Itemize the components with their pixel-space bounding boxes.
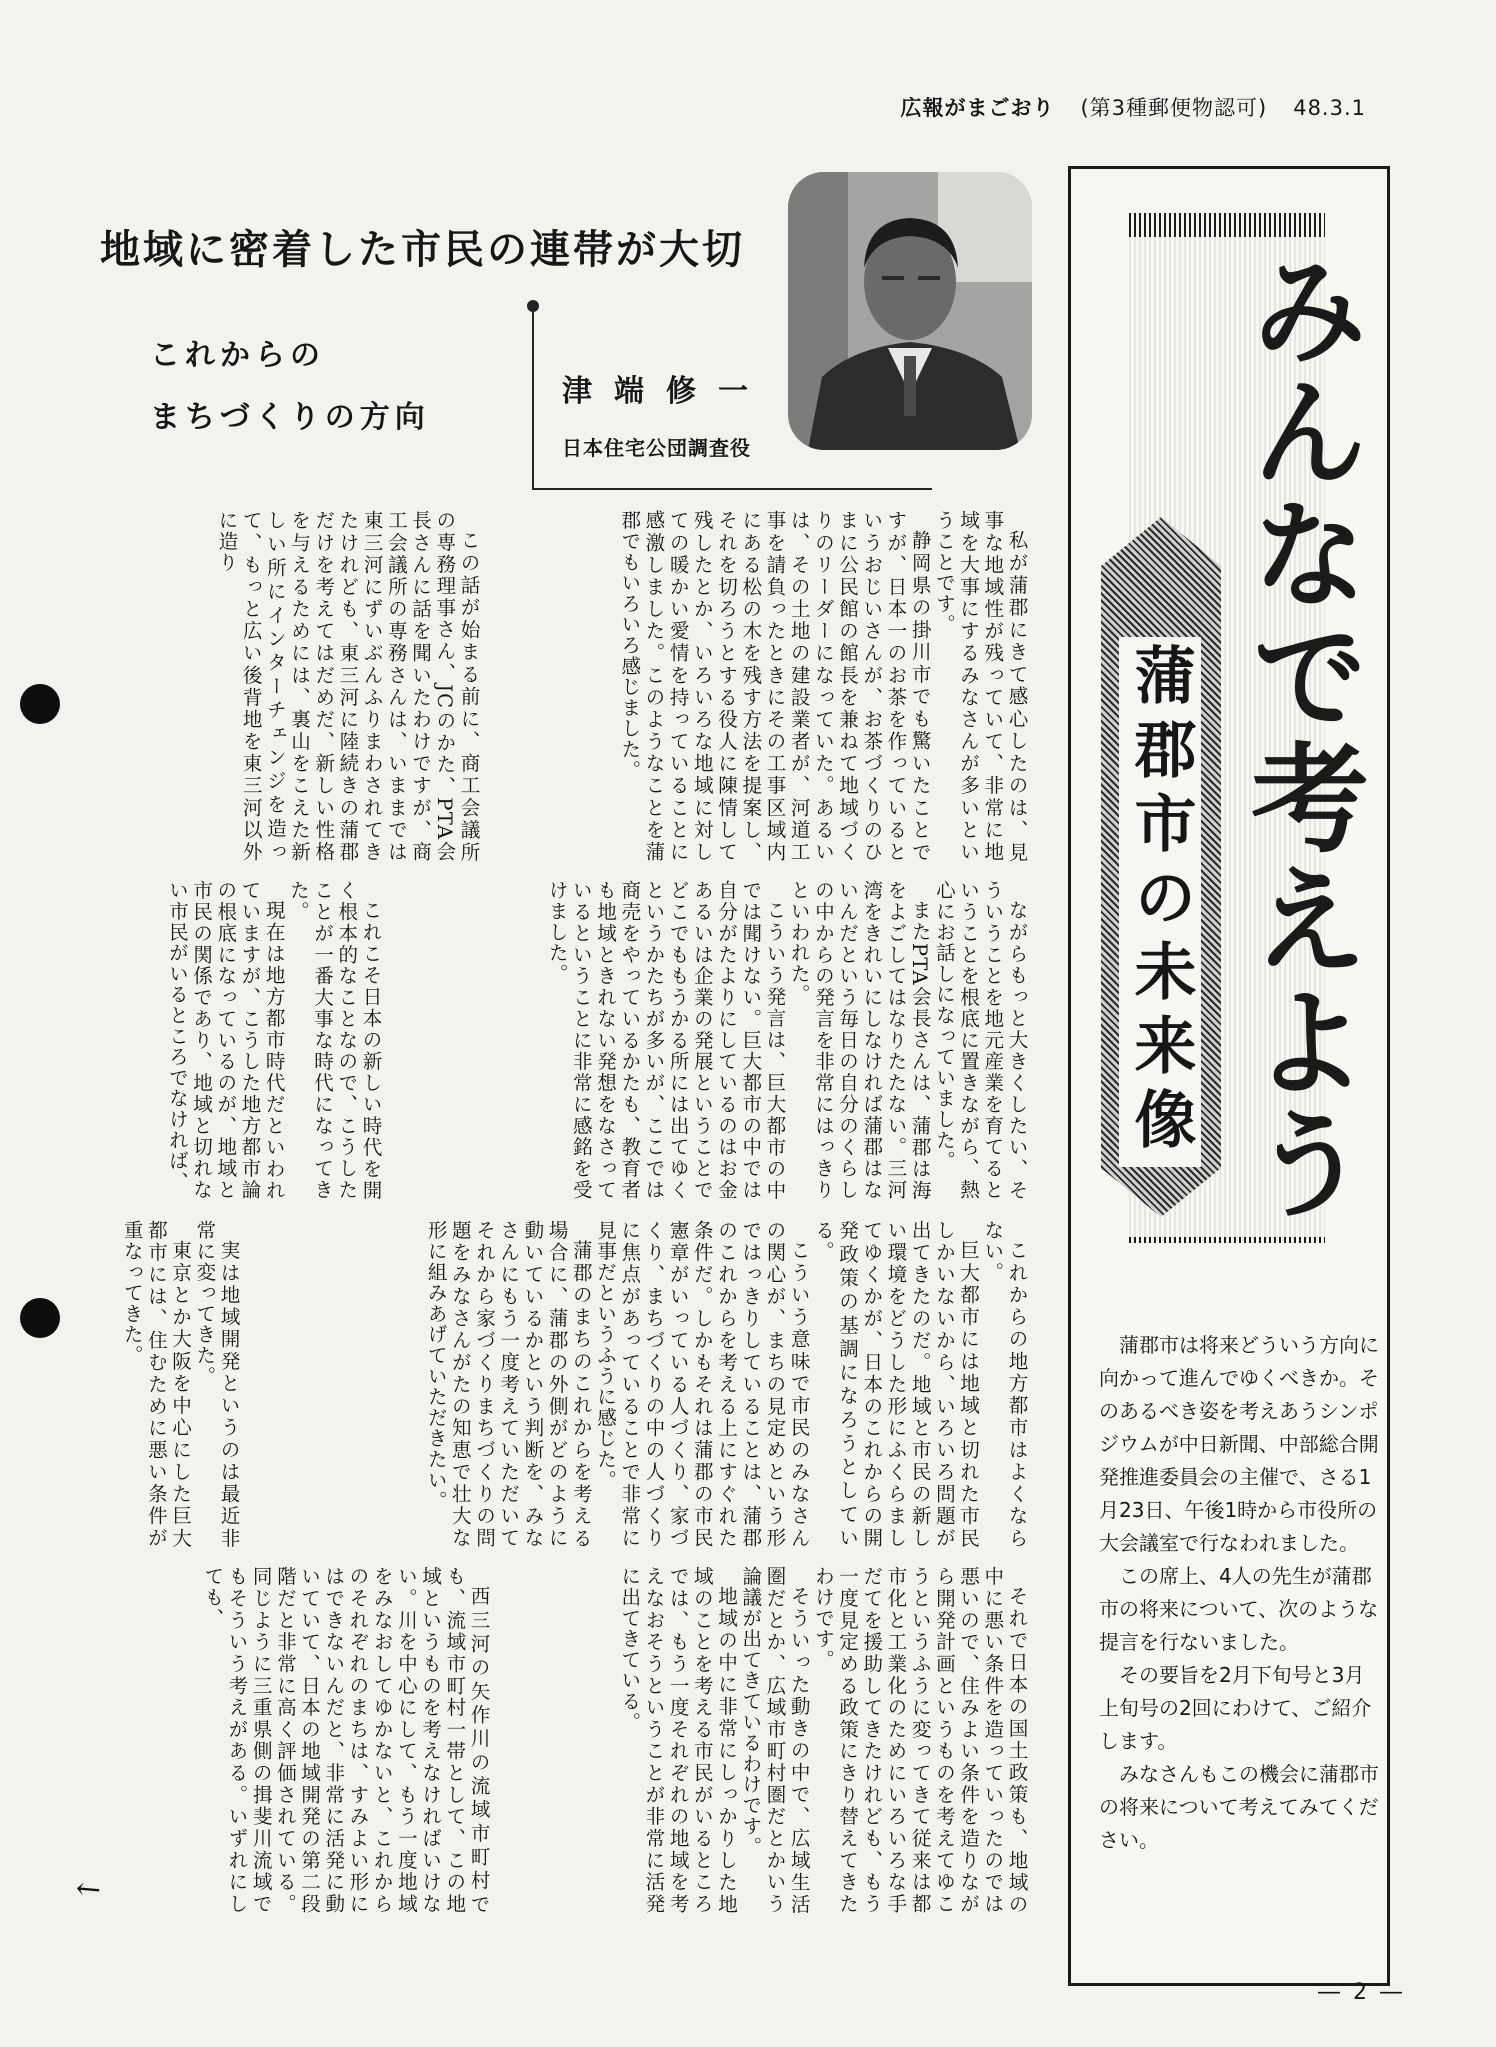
body-paragraph: 蒲郡のまちのこれからを考える場合に、蒲郡の外側がどのように動いているかという判断を、みなさんにもう一度考えていただいてそれから家づくりまちづくりの問題をみなさんがたの知恵で壮大な形に組みあげていただきたい。	[424, 1220, 593, 1548]
body-column-row3-a	[246, 1220, 1028, 1548]
body-paragraph: これからの地方都市はよくならない。	[980, 1220, 1028, 1548]
body-column-row4-a	[496, 1566, 1028, 1914]
body-column-row2-a	[388, 880, 1028, 1200]
body-column-row1-a	[486, 510, 1028, 862]
body-paragraph: ながらもっと大きくしたい、そういうことを地元産業を育てるということを根底に置きながら、熱心にお話しになっていました。	[932, 880, 1028, 1200]
intro-paragraph: みなさんもこの機会に蒲郡市の将来について考えてみてください。	[1099, 1762, 1379, 1852]
postal-note: (第3種郵便物認可)	[1080, 96, 1268, 120]
body-paragraph: 東京とか大阪を中心にした巨大都市には、住むために悪い条件が重なってきた。	[120, 1220, 192, 1548]
article-subtitle-line2: まちづくりの方向	[150, 400, 430, 435]
body-paragraph: 巨大都市には地域と切れた市民しかいないから、いろいろ問題が出てきたのだ。地域と市民の新しい環境をどうした形にふくらましてゆくかが、日本のこれからの開発政策の基調になろうとしている。	[811, 1220, 980, 1548]
publication-name: 広報がまごおり	[900, 96, 1055, 120]
body-paragraph: またPTA会長さんは、蒲郡は海をよごしてはなりたたない。三河湾をきれいにしなければ蒲郡はないんだという毎日の自分のくらしの中からの発言を非常にはっきりといわれた。	[787, 880, 932, 1200]
body-column-row4-b	[78, 1566, 490, 1914]
body-paragraph: こういう発言は、巨大都市の中では聞けない。巨大都市の中では自分がたよりにしているのはお金あるいは企業の発展ということでどこでももうかる所には出てゆくというかたちが多いが、ここでは商売をやっているかたも、教育者も地域ときれない発想をなさっているということに非常に感銘を受けました。	[545, 880, 786, 1200]
body-paragraph: この話が始まる前に、商工会議所の専務理事さん、JCのかた、PTA会長さんに話を聞いたわけですが、商工会議所の専務さんは、いままでは東三河にずいぶんふりまわされてきたけれども、東三河に陸続きの蒲郡だけを考えてはだめだ、新しい性格を与えるためには、裏山をこえた新しい所にインターチェンジを造って、もっと広い後背地を東三河以外に造り	[214, 510, 480, 862]
body-paragraph: 西三河の矢作川の流域市町村でも、流域市町村一帯として、この地域というものを考えなければいけない。川を中心にして、もう一度地域をみなおしてゆかないと、これからのそれぞれのまちは、すみよい形にはできないんだと、非常に活発に動いていて、日本の地域開発の第二段階だと非常に高く評価されている。同じように三重県側の揖斐川流域でもそういう考えがある。いずれにしても、	[200, 1566, 490, 1914]
issue-date: 48.3.1	[1293, 96, 1366, 120]
body-paragraph: そういった動きの中で、広域生活圏だとか、広域市町村圏だとかいう論議が出てきているわけです。	[738, 1566, 811, 1914]
body-paragraph: これこそ日本の新しい時代を開く根本的なことなので、こうしたことが一番大事な時代になってきた。	[286, 880, 382, 1200]
binder-hole	[20, 684, 60, 724]
intro-paragraph: その要旨を2月下旬号と3月上旬号の2回にわけて、ご紹介します。	[1099, 1663, 1372, 1753]
sidebar-main-title: みんなで考えよう	[1095, 237, 1359, 1237]
body-paragraph: それで日本の国土政策も、地域の中に悪い条件を造っていったのでは悪いので、住みよい条件を造りながら開発計画というものを考えてゆこうというふうに変ってきて従来は都市化と工業化のためにいろいろな手だてを援助してきたけれども、もう一度見定める政策にきり替えてきたわけです。	[811, 1566, 1028, 1914]
body-column-row1-b	[78, 510, 480, 862]
intro-paragraph: この席上、4人の先生が蒲郡市の将来について、次のような提言を行ないました。	[1099, 1564, 1379, 1654]
continue-arrow-icon: ↖	[67, 1868, 110, 1911]
bullet-dot	[527, 300, 539, 312]
author-photo	[788, 172, 1032, 450]
intro-paragraph: 蒲郡市は将来どういう方向に向かって進んでゆくべきか。そのあるべき姿を考えあうシンポジウムが中日新聞、中部総合開発推進委員会の主催で、さる1月23日、午後1時から市役所の大会議室で行なわれました。	[1099, 1333, 1379, 1555]
body-paragraph: 現在は地方都市時代だといわれていますが、こうした地方都市論の根底になっているのが、地域と市民の関係であり、地域と切れない市民がいるところでなければ、	[165, 880, 286, 1200]
feature-sidebar	[1068, 166, 1390, 1986]
sidebar-intro	[1099, 1329, 1379, 1857]
author-role: 日本住宅公団調査役	[562, 436, 751, 460]
body-paragraph: 地域の中に非常にしっかりした地域のことを考える市民がいるところでは、もう一度それぞれの地域を考えなおそうということが非常に活発に出てきている。	[617, 1566, 738, 1914]
body-paragraph: 私が蒲郡にきて感心したのは、見事な地域性が残っていて、非常に地域を大事にするみなさんが多いということです。	[932, 510, 1028, 862]
body-column-row3-b	[78, 1220, 240, 1548]
body-paragraph: 実は地域開発というのは最近非常に変ってきた。	[192, 1220, 240, 1548]
article-subtitle-line1: これからの	[150, 338, 325, 373]
binder-hole	[20, 1298, 60, 1338]
body-column-row2-b	[78, 880, 382, 1200]
body-paragraph: 静岡県の掛川市でも驚いたことですが、日本一のお茶を作っているというおじいさんが、お茶づくりのひまに公民館の館長を兼ねて地域づくりのリーダーになっていた。あるいは、その土地の建設業者が、河道工事を請負ったときにその工事区域内にある松の木を残す方法を提案し、それを切ろうとする役人に陳情して残したとか、いろいろな地域に対しての暖かい愛情を持っていることに感激しました。このようなことを蒲郡でもいろいろ感じました。	[617, 510, 932, 862]
sidebar-sub-title: 蒲郡市の未来像	[1119, 637, 1201, 1167]
article-headline: 地域に密着した市民の連帯が大切	[100, 227, 745, 273]
page-number: ― 2 ―	[1318, 1980, 1405, 2005]
author-name: 津端修一	[562, 374, 770, 409]
body-paragraph: こういう意味で市民のみなさんの関心が、まちの見定めという形ではっきりしていることは、蒲郡のこれからを考える上にすぐれた条件だ。しかもそれは蒲郡の市民憲章がいっている人づくり、家づくり、まちづくりの中の人づくりに焦点があっていることで非常に見事だというふうに感じた。	[593, 1220, 811, 1548]
page-header	[900, 92, 1366, 122]
